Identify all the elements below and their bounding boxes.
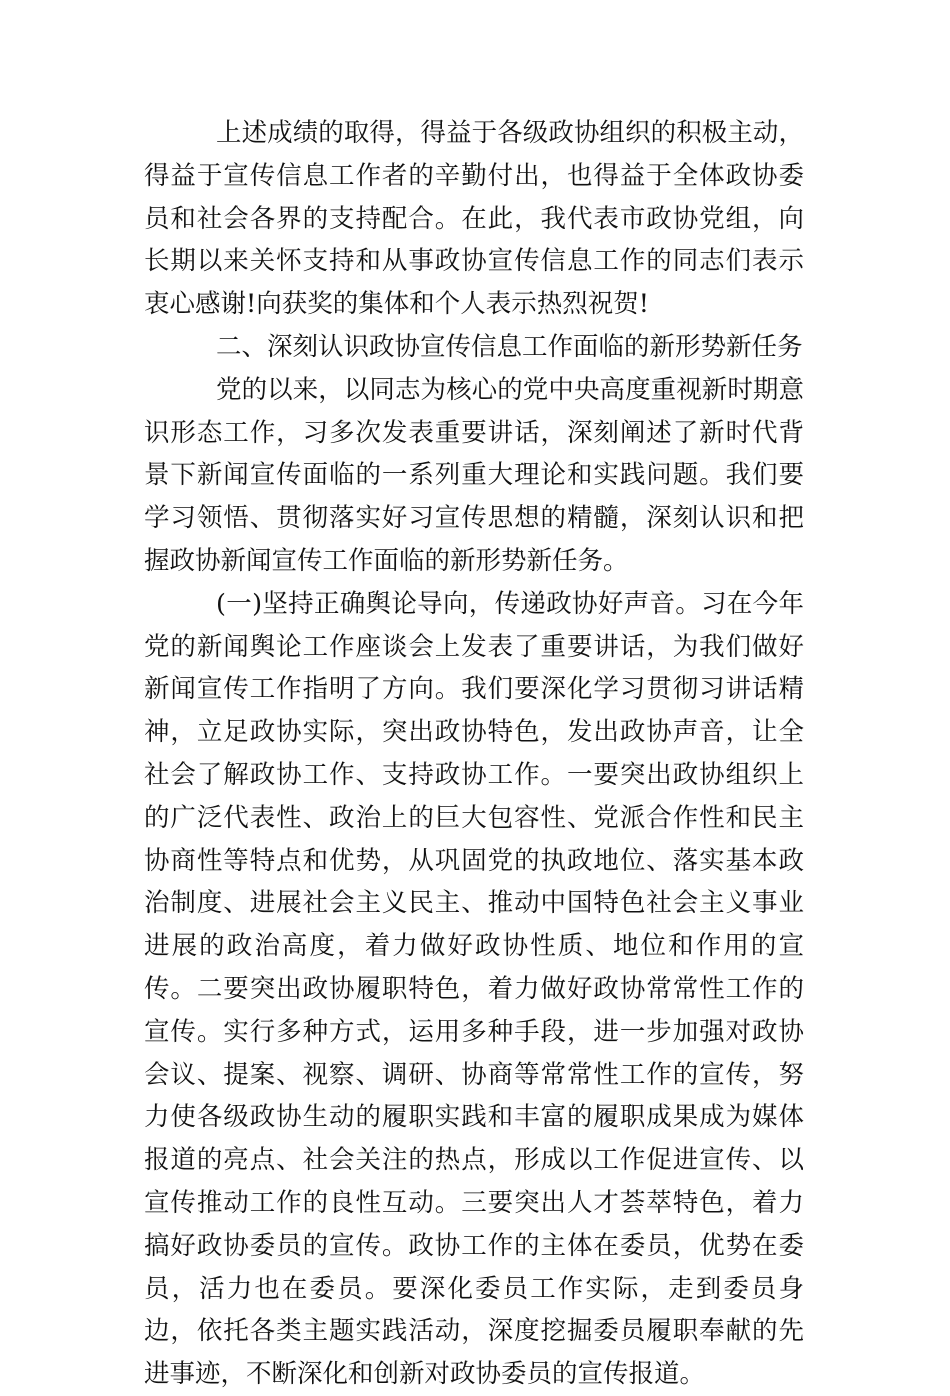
paragraph-subsection-1: (一)坚持正确舆论导向，传递政协好声音。习在今年党的新闻舆论工作座谈会上发表了重要讲话，为我们做好新闻宣传工作指明了方向。我们要深化学习贯彻习讲话精神，立足政协实际，突出政协特色，发出政协声音，让全社会了解政协工作、支持政协工作。一要突出政协组织上的广泛代表性、政治上的巨大包容性、党派合作性和民主协商性等特点和优势，从巩固党的执政地位、落实基本政治制度、进展社会主义民主、推动中国特色社会主义事业进展的政治高度，着力做好政协性质、地位和作用的宣传。二要突出政协履职特色，着力做好政协常常性工作的宣传。实行多种方式，运用多种手段，进一步加强对政协会议、提案、视察、调研、协商等常常性工作的宣传，努力使各级政协生动的履职实践和丰富的履职成果成为媒体报道的亮点、社会关注的热点，形成以工作促进宣传、以宣传推动工作的良性互动。三要突出人才荟萃特色，着力搞好政协委员的宣传。政协工作的主体在委员，优势在委员，活力也在委员。要深化委员工作实际，走到委员身边，依托各类主题实践活动，深度挖掘委员履职奉献的先进事迹，不断深化和创新对政协委员的宣传报道。 bbox=[144, 588, 804, 1390]
paragraph-new-situation: 党的以来，以同志为核心的党中央高度重视新时期意识形态工作，习多次发表重要讲话，深刻阐述了新时代背景下新闻宣传面临的一系列重大理论和实践问题。我们要学习领悟、贯彻落实好习宣传思想的精髓，深刻认识和把握政协新闻宣传工作面临的新形势新任务。 bbox=[144, 374, 804, 576]
paragraph-acknowledgement: 上述成绩的取得，得益于各级政协组织的积极主动，得益于宣传信息工作者的辛勤付出，也得益于全体政协委员和社会各界的支持配合。在此，我代表市政协党组，向长期以来关怀支持和从事政协宣传信息工作的同志们表示衷心感谢!向获奖的集体和个人表示热烈祝贺! bbox=[144, 118, 804, 320]
document-body bbox=[144, 112, 804, 1396]
section-heading-2: 二、深刻认识政协宣传信息工作面临的新形势新任务 bbox=[216, 331, 803, 362]
